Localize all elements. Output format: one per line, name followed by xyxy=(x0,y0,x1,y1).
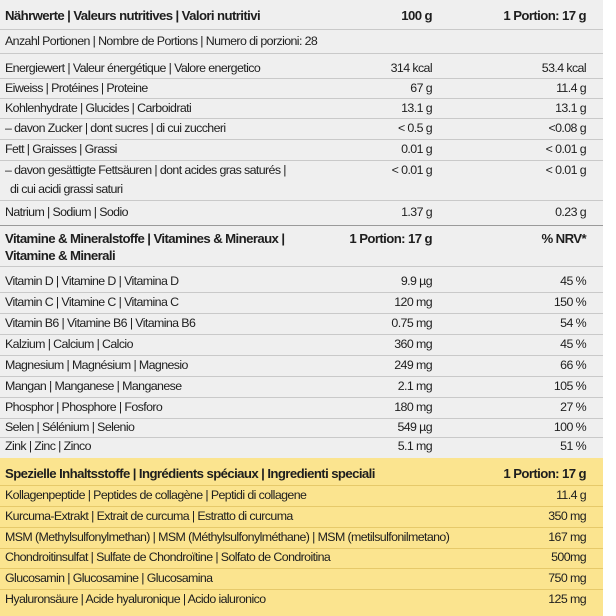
row-label: Glucosamin | Glucosamine | Glucosamina xyxy=(5,571,213,585)
row-nrv: 45 % xyxy=(560,274,586,288)
row-value-portion: 0.23 g xyxy=(555,205,586,219)
row-label: Kurcuma-Extrakt | Extrait de curcuma | Estratto di curcuma xyxy=(5,509,293,523)
row-amount: 249 mg xyxy=(394,358,432,372)
row-amount: 9.9 µg xyxy=(400,274,432,288)
row-value-100g: 0.01 g xyxy=(401,142,432,156)
row-label: Phosphor | Phosphore | Fosforo xyxy=(5,400,163,414)
row-amount: 180 mg xyxy=(394,400,432,414)
row-amount: 0.75 mg xyxy=(391,316,432,330)
row-value-100g: 314 kcal xyxy=(390,61,432,75)
divider xyxy=(0,548,603,549)
nutrition-header-label: Nährwerte | Valeurs nutritives | Valori nutritivi xyxy=(5,8,261,23)
row-label: MSM (Methylsulfonylmethan) | MSM (Méthylsulfonylméthane) | MSM (metilsulfonilmetano) xyxy=(5,530,450,544)
row-value-100g: < 0.01 g xyxy=(391,163,432,177)
row-label: Hyaluronsäure | Acide hyaluronique | Acido ialuronico xyxy=(5,592,266,606)
row-nrv: 105 % xyxy=(553,379,586,393)
divider xyxy=(0,355,603,356)
row-nrv: 150 % xyxy=(553,295,586,309)
row-amount: 750 mg xyxy=(548,571,586,585)
row-value-portion: < 0.01 g xyxy=(545,163,586,177)
row-label: di cui acidi grassi saturi xyxy=(10,182,123,196)
nutrition-header-col1: 100 g xyxy=(401,8,432,23)
row-label: Kohlenhydrate | Glucides | Carboidrati xyxy=(5,101,192,115)
divider xyxy=(0,98,603,99)
divider xyxy=(0,53,603,54)
divider xyxy=(0,568,603,569)
row-value-portion: 13.1 g xyxy=(555,101,586,115)
special-header-label: Spezielle Inhaltsstoffe | Ingrédients spéciaux | Ingredienti speciali xyxy=(5,466,375,481)
divider xyxy=(0,527,603,528)
divider xyxy=(0,225,603,226)
row-label: Eiweiss | Protéines | Proteine xyxy=(5,81,148,95)
row-label: Vitamin B6 | Vitamine B6 | Vitamina B6 xyxy=(5,316,196,330)
nutrition-header-col2: 1 Portion: 17 g xyxy=(503,8,586,23)
divider xyxy=(0,29,603,30)
divider xyxy=(0,160,603,161)
divider xyxy=(0,139,603,140)
row-label: – davon Zucker | dont sucres | di cui zuccheri xyxy=(5,121,226,135)
divider xyxy=(0,313,603,314)
row-label: Mangan | Manganese | Manganese xyxy=(5,379,182,393)
row-label: Selen | Sélénium | Selenio xyxy=(5,420,135,434)
row-value-portion: < 0.01 g xyxy=(545,142,586,156)
row-value-100g: 67 g xyxy=(410,81,432,95)
divider xyxy=(0,506,603,507)
row-nrv: 66 % xyxy=(560,358,586,372)
row-label: – davon gesättigte Fettsäuren | dont acides gras saturés | xyxy=(5,163,286,177)
servings-label: Anzahl Portionen | Nombre de Portions | Numero di porzioni: 28 xyxy=(5,34,318,48)
divider xyxy=(0,437,603,438)
divider xyxy=(0,266,603,267)
divider xyxy=(0,418,603,419)
row-label: Vitamin D | Vitamine D | Vitamina D xyxy=(5,274,179,288)
row-amount: 120 mg xyxy=(394,295,432,309)
row-label: Magnesium | Magnésium | Magnesio xyxy=(5,358,188,372)
row-nrv: 54 % xyxy=(560,316,586,330)
vitamins-header-col2: % NRV* xyxy=(541,231,586,246)
row-nrv: 45 % xyxy=(560,337,586,351)
row-amount: 167 mg xyxy=(548,530,586,544)
row-amount: 5.1 mg xyxy=(397,439,432,453)
divider xyxy=(0,397,603,398)
row-amount: 350 mg xyxy=(548,509,586,523)
row-label: Energiewert | Valeur énergétique | Valore energetico xyxy=(5,61,261,75)
vitamins-header-col1: 1 Portion: 17 g xyxy=(349,231,432,246)
row-value-100g: 1.37 g xyxy=(401,205,432,219)
row-value-100g: < 0.5 g xyxy=(397,121,432,135)
row-amount: 11.4 g xyxy=(556,488,586,502)
row-value-100g: 13.1 g xyxy=(401,101,432,115)
divider xyxy=(0,589,603,590)
divider xyxy=(0,334,603,335)
row-value-portion: <0.08 g xyxy=(548,121,586,135)
row-nrv: 100 % xyxy=(553,420,586,434)
row-label: Fett | Graisses | Grassi xyxy=(5,142,117,156)
divider xyxy=(0,485,603,486)
row-nrv: 51 % xyxy=(560,439,586,453)
row-amount: 500mg xyxy=(551,550,586,564)
row-amount: 360 mg xyxy=(394,337,432,351)
divider xyxy=(0,292,603,293)
divider xyxy=(0,78,603,79)
row-value-portion: 53.4 kcal xyxy=(541,61,586,75)
row-label: Zink | Zinc | Zinco xyxy=(5,439,91,453)
row-label: Vitamin C | Vitamine C | Vitamina C xyxy=(5,295,179,309)
row-label: Natrium | Sodium | Sodio xyxy=(5,205,128,219)
divider xyxy=(0,376,603,377)
row-amount: 549 µg xyxy=(397,420,432,434)
special-header-col: 1 Portion: 17 g xyxy=(503,466,586,481)
row-nrv: 27 % xyxy=(560,400,586,414)
row-value-portion: 11.4 g xyxy=(556,81,586,95)
row-amount: 2.1 mg xyxy=(397,379,432,393)
divider xyxy=(0,200,603,201)
row-amount: 125 mg xyxy=(548,592,586,606)
divider xyxy=(0,118,603,119)
row-label: Kalzium | Calcium | Calcio xyxy=(5,337,133,351)
vitamins-header-label: Vitamine & Mineralstoffe | Vitamines & Mineraux | xyxy=(5,231,285,246)
row-label: Kollagenpeptide | Peptides de collagène | Peptidi di collagene xyxy=(5,488,307,502)
row-label: Chondroitinsulfat | Sulfate de Chondroïtine | Solfato de Condroitina xyxy=(5,550,331,564)
vitamins-header-label-line2: Vitamine & Minerali xyxy=(5,248,116,263)
